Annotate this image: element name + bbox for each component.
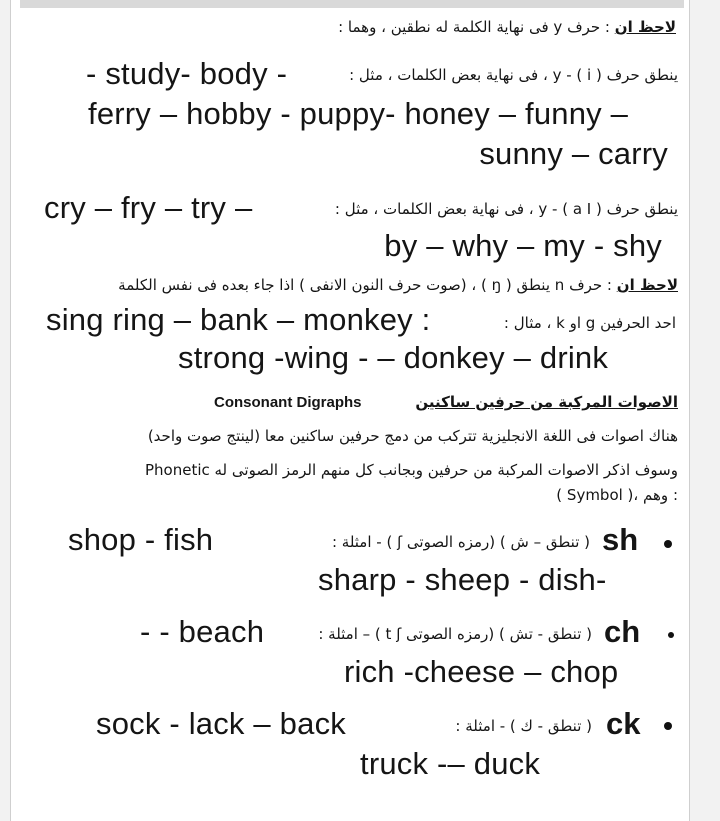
digraphs-description: هناك اصوات فى اللغة الانجليزية تتركب من دمج حرفين ساكنين معا (لينتج صوت واحد) xyxy=(147,427,678,445)
digraphs-intro-line2: ( Symbol )، وهم : xyxy=(556,486,678,504)
bullet-icon xyxy=(664,540,672,548)
sh-arabic: ( تنطق – ش ) (رمزه الصوتى ʃ ) - امثلة : xyxy=(331,533,590,551)
words-sh-line2: sharp - sheep - dish- xyxy=(318,562,607,597)
words-y-i-line3: sunny – carry xyxy=(479,136,668,171)
digraphs-intro-line1: وسوف اذكر الاصوات المركبة من حرفين وبجانب كل منهم الرمز الصوتى له Phonetic xyxy=(144,461,678,479)
digraph-ck: ck xyxy=(606,706,641,741)
note-label: لاحظ ان xyxy=(616,276,678,294)
words-ck-line2: truck -– duck xyxy=(360,746,541,781)
digraphs-arabic-title: الاصوات المركبة من حرفين ساكنين xyxy=(415,393,678,411)
rule-y-ai-arabic: ينطق حرف y - ( a I ) ، فى نهاية بعض الكلمات ، مثل : xyxy=(334,200,678,218)
ck-arabic: ( تنطق - ك ) - امثلة : xyxy=(455,717,592,735)
note-text: : حرف y فى نهاية الكلمة له نطقين ، وهما : xyxy=(338,18,610,36)
words-ng-line2: strong -wing - – donkey – drink xyxy=(178,340,609,375)
words-y-ai-line1: cry – fry – try – xyxy=(44,190,253,225)
words-y-i-line1: - study- body - xyxy=(86,56,288,91)
digraph-sh: sh xyxy=(602,522,639,557)
bullet-icon xyxy=(664,722,672,730)
digraph-ch: ch xyxy=(604,614,641,649)
rule-y-i-arabic: ينطق حرف y - ( i ) ، فى نهاية بعض الكلمات ، مثل : xyxy=(349,66,678,84)
words-ch-line1: - - beach xyxy=(140,614,265,649)
note-y-sounds xyxy=(338,18,676,36)
words-ch-line2: rich -cheese – chop xyxy=(344,654,619,689)
words-sh-line1: shop - fish xyxy=(68,522,214,557)
bullet-icon xyxy=(668,632,674,638)
words-ng-line1: sing ring – bank – monkey : xyxy=(46,302,431,337)
note-text: : حرف n ينطق ( ŋ ) ، (صوت حرف النون الانفى ) اذا جاء بعده فى نفس الكلمة xyxy=(118,276,612,294)
words-y-ai-line2: by – why – my - shy xyxy=(384,228,662,263)
words-y-i-line2: ferry – hobby - puppy- honey – funny – xyxy=(88,96,629,131)
note-label: لاحظ ان xyxy=(614,18,676,36)
ch-arabic: ( تنطق - تش ) (رمزه الصوتى t ʃ ) – امثلة : xyxy=(318,625,592,643)
rule-ng-arabic: احد الحرفين g او k ، مثال : xyxy=(503,314,676,332)
digraphs-english-title: Consonant Digraphs xyxy=(214,394,362,411)
note-n-sound xyxy=(118,276,678,294)
words-ck-line1: sock - lack – back xyxy=(96,706,346,741)
top-border xyxy=(20,0,684,8)
